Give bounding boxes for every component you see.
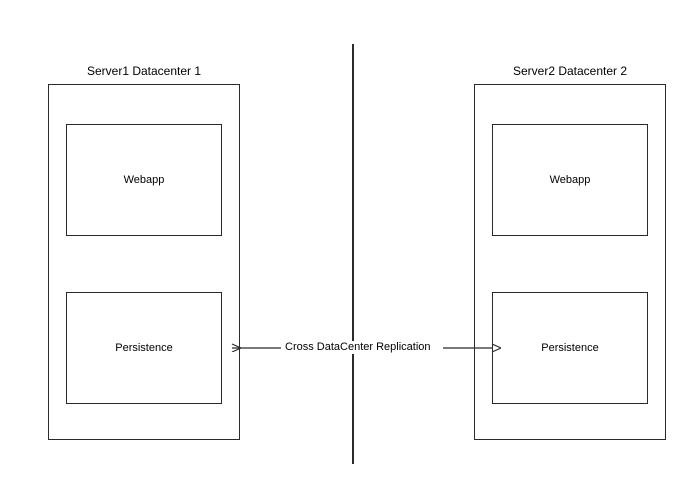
left-webapp-box[interactable] (66, 124, 222, 236)
left-persistence-label: Persistence (115, 342, 173, 354)
left-webapp-label: Webapp (123, 174, 165, 186)
right-persistence-label: Persistence (541, 342, 599, 354)
left-server-title: Server1 Datacenter 1 (86, 64, 202, 78)
right-persistence-box[interactable] (492, 292, 648, 404)
left-persistence-box[interactable] (66, 292, 222, 404)
connector-label: Cross DataCenter Replication (281, 341, 435, 354)
vertical-separator-line (352, 44, 354, 464)
right-webapp-box[interactable] (492, 124, 648, 236)
right-server-title: Server2 Datacenter 2 (512, 64, 628, 78)
right-webapp-label: Webapp (549, 174, 591, 186)
